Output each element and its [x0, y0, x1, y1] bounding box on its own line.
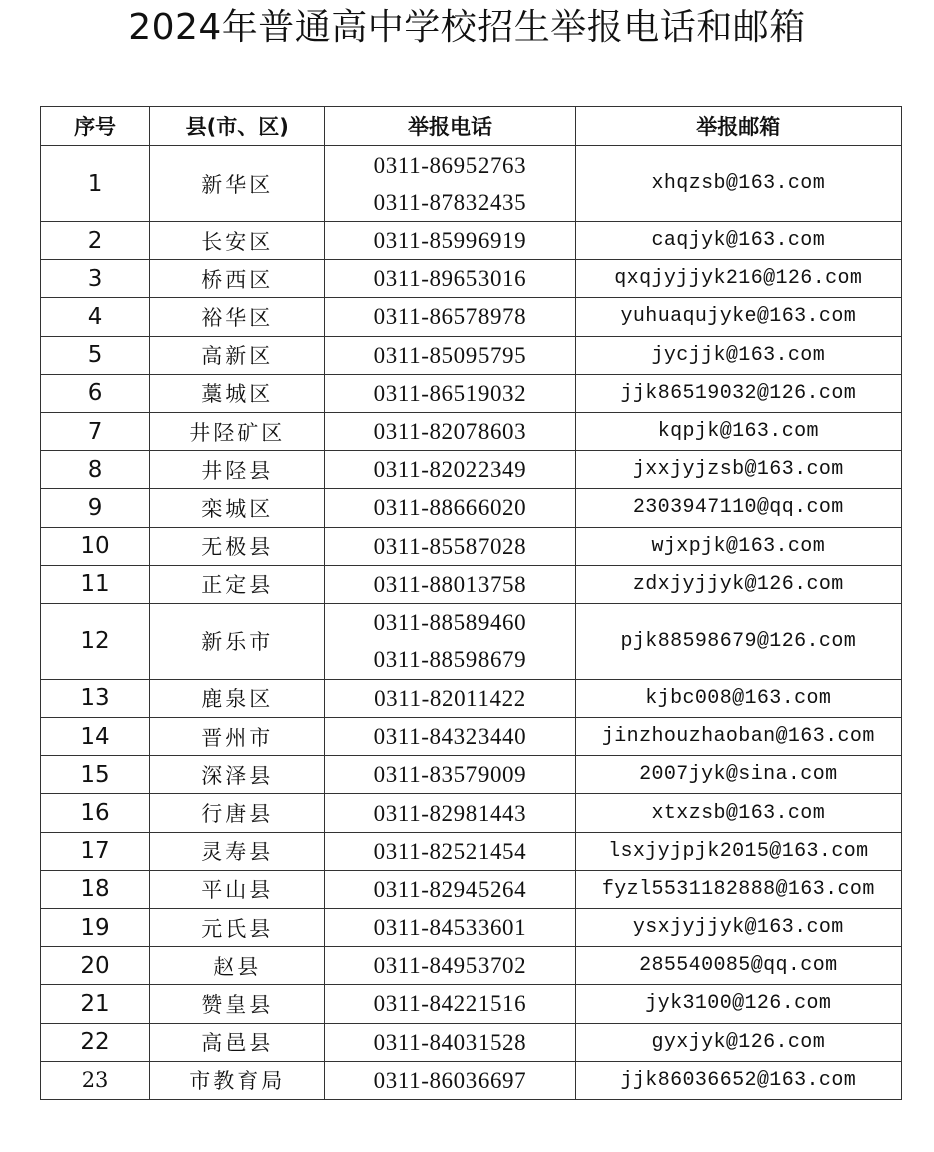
phone-number: 0311-84221516	[373, 991, 527, 1017]
cell-no: 23	[41, 1061, 150, 1099]
cell-email: xtxzsb@163.com	[575, 794, 901, 832]
cell-no: 1	[41, 146, 150, 222]
cell-email: qxqjyjjyk216@126.com	[575, 260, 901, 298]
page-title: 2024年普通高中学校招生举报电话和邮箱	[128, 7, 806, 48]
cell-county: 深泽县	[150, 756, 325, 794]
phone-number: 0311-84533601	[373, 915, 527, 941]
cell-county: 灵寿县	[150, 832, 325, 870]
cell-county: 赵县	[150, 947, 325, 985]
cell-county: 市教育局	[150, 1061, 325, 1099]
cell-no: 2	[41, 222, 150, 260]
cell-county: 井陉矿区	[150, 412, 325, 450]
cell-county: 藁城区	[150, 374, 325, 412]
table-row	[41, 527, 902, 565]
cell-email: jyk3100@126.com	[575, 985, 901, 1023]
cell-email: xhqzsb@163.com	[575, 146, 901, 222]
cell-county: 栾城区	[150, 489, 325, 527]
phone-number: 0311-82945264	[373, 876, 527, 902]
table-row	[41, 222, 902, 260]
cell-county: 井陉县	[150, 451, 325, 489]
cell-phone	[325, 489, 575, 527]
cell-county: 鹿泉区	[150, 679, 325, 717]
cell-phone	[325, 1023, 575, 1061]
cell-no: 8	[41, 451, 150, 489]
cell-county: 高新区	[150, 336, 325, 374]
cell-county: 晋州市	[150, 718, 325, 756]
cell-no: 16	[41, 794, 150, 832]
phone-number: 0311-86036697	[373, 1067, 527, 1093]
cell-phone	[325, 1061, 575, 1099]
table-row	[41, 756, 902, 794]
cell-no: 13	[41, 679, 150, 717]
table-row	[41, 260, 902, 298]
header-email: 举报邮箱	[575, 107, 901, 146]
cell-county: 行唐县	[150, 794, 325, 832]
cell-no: 21	[41, 985, 150, 1023]
cell-phone	[325, 870, 575, 908]
table-row	[41, 985, 902, 1023]
cell-no: 6	[41, 374, 150, 412]
phone-number: 0311-84323440	[373, 724, 527, 750]
cell-county: 长安区	[150, 222, 325, 260]
header-county: 县(市、区)	[150, 107, 325, 146]
cell-no: 3	[41, 260, 150, 298]
cell-email: kjbc008@163.com	[575, 679, 901, 717]
cell-county: 无极县	[150, 527, 325, 565]
cell-county: 新华区	[150, 146, 325, 222]
phone-number: 0311-87832435	[373, 189, 527, 215]
cell-phone	[325, 260, 575, 298]
cell-email: jjk86519032@126.com	[575, 374, 901, 412]
phone-number: 0311-82078603	[373, 419, 527, 445]
cell-phone	[325, 146, 575, 222]
phone-number: 0311-85587028	[373, 533, 527, 559]
table-row	[41, 336, 902, 374]
cell-phone	[325, 222, 575, 260]
cell-phone	[325, 679, 575, 717]
table-row	[41, 794, 902, 832]
cell-phone	[325, 412, 575, 450]
cell-no: 7	[41, 412, 150, 450]
cell-phone	[325, 527, 575, 565]
cell-phone	[325, 794, 575, 832]
cell-email: jjk86036652@163.com	[575, 1061, 901, 1099]
phone-number: 0311-88666020	[373, 495, 527, 521]
phone-number: 0311-86519032	[373, 380, 527, 406]
phone-number: 0311-85996919	[373, 228, 527, 254]
cell-email: jycjjk@163.com	[575, 336, 901, 374]
table-row	[41, 298, 902, 336]
phone-number: 0311-82521454	[373, 838, 527, 864]
cell-email: wjxpjk@163.com	[575, 527, 901, 565]
table-row	[41, 146, 902, 222]
cell-phone	[325, 298, 575, 336]
phone-number: 0311-85095795	[373, 342, 527, 368]
phone-number: 0311-82981443	[373, 800, 527, 826]
phone-number: 0311-89653016	[373, 266, 527, 292]
table-row	[41, 451, 902, 489]
cell-phone	[325, 909, 575, 947]
cell-no: 11	[41, 565, 150, 603]
table-body	[41, 146, 902, 1100]
cell-no: 15	[41, 756, 150, 794]
phone-number: 0311-88013758	[373, 571, 527, 597]
cell-email: jinzhouzhaoban@163.com	[575, 718, 901, 756]
table-row	[41, 489, 902, 527]
cell-county: 正定县	[150, 565, 325, 603]
phone-number: 0311-83579009	[373, 762, 527, 788]
phone-number: 0311-86578978	[373, 304, 527, 330]
cell-no: 9	[41, 489, 150, 527]
table-row	[41, 374, 902, 412]
table-row	[41, 1061, 902, 1099]
table-row	[41, 718, 902, 756]
cell-email: ysxjyjjyk@163.com	[575, 909, 901, 947]
cell-phone	[325, 718, 575, 756]
cell-phone	[325, 565, 575, 603]
cell-email: kqpjk@163.com	[575, 412, 901, 450]
cell-no: 19	[41, 909, 150, 947]
cell-email: 2007jyk@sina.com	[575, 756, 901, 794]
table-row	[41, 603, 902, 679]
cell-no: 22	[41, 1023, 150, 1061]
header-phone: 举报电话	[325, 107, 575, 146]
cell-phone	[325, 336, 575, 374]
cell-no: 18	[41, 870, 150, 908]
cell-no: 10	[41, 527, 150, 565]
cell-email: pjk88598679@126.com	[575, 603, 901, 679]
table-row	[41, 870, 902, 908]
phone-number: 0311-88589460	[373, 610, 527, 636]
cell-county: 元氏县	[150, 909, 325, 947]
cell-email: 285540085@qq.com	[575, 947, 901, 985]
phone-number: 0311-82011422	[374, 685, 526, 711]
cell-email: 2303947110@qq.com	[575, 489, 901, 527]
cell-email: gyxjyk@126.com	[575, 1023, 901, 1061]
cell-county: 平山县	[150, 870, 325, 908]
cell-no: 17	[41, 832, 150, 870]
cell-no: 12	[41, 603, 150, 679]
table-row	[41, 832, 902, 870]
cell-phone	[325, 451, 575, 489]
cell-county: 赞皇县	[150, 985, 325, 1023]
header-no: 序号	[41, 107, 150, 146]
cell-phone	[325, 947, 575, 985]
phone-number: 0311-88598679	[373, 647, 527, 673]
cell-phone	[325, 374, 575, 412]
phone-number: 0311-86952763	[373, 152, 527, 178]
cell-county: 新乐市	[150, 603, 325, 679]
cell-phone	[325, 603, 575, 679]
report-table	[40, 106, 902, 1100]
table-row	[41, 412, 902, 450]
cell-phone	[325, 985, 575, 1023]
cell-county: 高邑县	[150, 1023, 325, 1061]
cell-no: 20	[41, 947, 150, 985]
cell-email: jxxjyjzsb@163.com	[575, 451, 901, 489]
cell-email: lsxjyjpjk2015@163.com	[575, 832, 901, 870]
cell-phone	[325, 756, 575, 794]
table-row	[41, 565, 902, 603]
cell-email: zdxjyjjyk@126.com	[575, 565, 901, 603]
phone-number: 0311-82022349	[373, 457, 527, 483]
cell-county: 桥西区	[150, 260, 325, 298]
table-row	[41, 947, 902, 985]
cell-email: yuhuaqujyke@163.com	[575, 298, 901, 336]
cell-phone	[325, 832, 575, 870]
cell-no: 4	[41, 298, 150, 336]
phone-number: 0311-84953702	[373, 953, 527, 979]
cell-county: 裕华区	[150, 298, 325, 336]
phone-number: 0311-84031528	[373, 1029, 527, 1055]
cell-email: caqjyk@163.com	[575, 222, 901, 260]
table-row	[41, 679, 902, 717]
table-header-row	[41, 107, 902, 146]
table-row	[41, 909, 902, 947]
cell-no: 5	[41, 336, 150, 374]
cell-no: 14	[41, 718, 150, 756]
table-row	[41, 1023, 902, 1061]
cell-email: fyzl5531182888@163.com	[575, 870, 901, 908]
